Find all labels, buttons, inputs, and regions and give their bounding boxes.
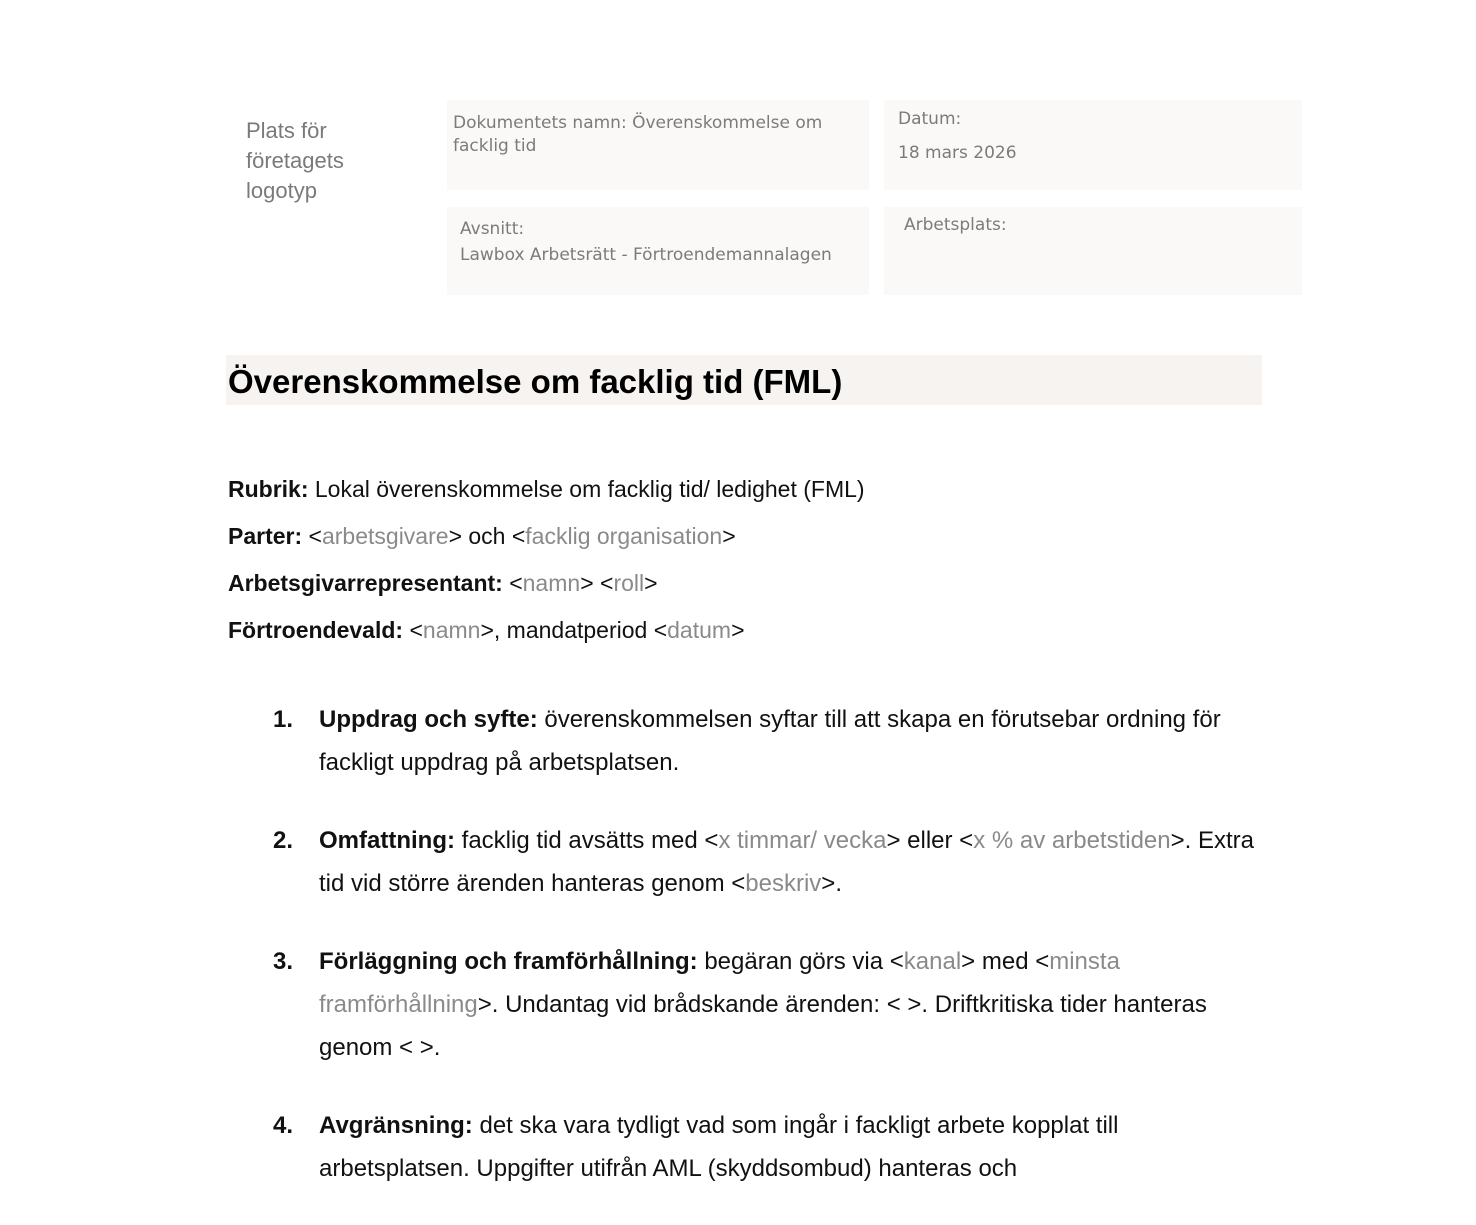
placeholder-union: facklig organisation xyxy=(525,523,723,549)
agreement-fields xyxy=(228,472,1328,660)
list-item xyxy=(228,698,1268,784)
item-text: >. Extra tid vid större ärenden hanteras genom < xyxy=(319,827,1254,897)
workplace-box xyxy=(884,207,1302,295)
placeholder-role: roll xyxy=(613,570,645,596)
field-value: Lokal överenskommelse om facklig tid/ ledighet (FML) xyxy=(314,476,865,502)
workplace-label: Arbetsplats: xyxy=(904,215,1007,235)
list-item xyxy=(228,1104,1268,1190)
section-value: Lawbox Arbetsrätt - Förtroendemannalagen xyxy=(460,245,832,265)
item-text: >. xyxy=(821,870,842,897)
item-text: det ska vara tydligt vad som ingår i fackligt arbete kopplat till arbetsplatsen. Uppgifter utifrån AML (skyddsombud) hanteras och xyxy=(319,1112,1119,1182)
date-label: Datum: xyxy=(898,109,962,129)
field-connector: >, mandatperiod < xyxy=(480,617,668,643)
list-number: 2. xyxy=(273,827,294,854)
section-box xyxy=(447,207,869,295)
field-rubrik xyxy=(228,472,1328,519)
item-text: > eller < xyxy=(886,827,974,854)
placeholder-notice: minsta framförhållning xyxy=(319,948,1120,1018)
date-value: 18 mars 2026 xyxy=(898,143,1017,163)
field-label: Arbetsgivarrepresentant: xyxy=(228,570,503,596)
item-heading: Avgränsning: xyxy=(319,1112,473,1139)
placeholder-date: datum xyxy=(667,617,732,643)
list-number: 4. xyxy=(273,1112,294,1139)
placeholder-channel: kanal xyxy=(903,948,962,975)
item-text: facklig tid avsätts med < xyxy=(461,827,719,854)
field-elected-representative: Förtroendevald: <namn>, mandatperiod <datum> xyxy=(228,617,745,643)
list-item xyxy=(228,940,1268,1069)
field-parter: Parter: <arbetsgivare> och <facklig organisation> xyxy=(228,523,736,549)
list-item xyxy=(228,819,1268,905)
placeholder-hours: x timmar/ vecka xyxy=(718,827,887,854)
placeholder-name: namn xyxy=(522,570,581,596)
placeholder-name: namn xyxy=(422,617,481,643)
item-heading: Omfattning: xyxy=(319,827,455,854)
list-number: 3. xyxy=(273,948,294,975)
document-name-box xyxy=(447,100,869,190)
field-connector: > och < xyxy=(448,523,526,549)
item-text: begäran görs via < xyxy=(704,948,904,975)
placeholder-percent: x % av arbetstiden xyxy=(973,827,1171,854)
document-title: Överenskommelse om facklig tid (FML) xyxy=(226,355,1262,405)
field-label: Förtroendevald: xyxy=(228,617,404,643)
item-text: överenskommelsen syftar till att skapa en förutsebar ordning för fackligt uppdrag på arbetsplatsen. xyxy=(319,706,1221,776)
placeholder-describe: beskriv xyxy=(745,870,822,897)
date-box xyxy=(884,100,1302,190)
item-text: > med < xyxy=(961,948,1050,975)
document-name: Dokumentets namn: Överenskommelse om facklig tid xyxy=(453,113,823,156)
section-label: Avsnitt: xyxy=(460,219,525,239)
placeholder-employer: arbetsgivare xyxy=(321,523,449,549)
field-employer-representative: Arbetsgivarrepresentant: <namn> <roll> xyxy=(228,570,658,596)
logo-placeholder: Plats för företagets logotyp xyxy=(246,118,344,203)
field-label: Rubrik: xyxy=(228,476,309,502)
item-heading: Uppdrag och syfte: xyxy=(319,706,538,733)
list-number: 1. xyxy=(273,706,294,733)
field-label: Parter: xyxy=(228,523,303,549)
item-heading: Förläggning och framförhållning: xyxy=(319,948,698,975)
field-connector: > < xyxy=(580,570,614,596)
item-text: >. Undantag vid brådskande ärenden: < >. Driftkritiska tider hanteras genom < >. xyxy=(319,991,1207,1061)
numbered-list xyxy=(228,698,1268,1225)
